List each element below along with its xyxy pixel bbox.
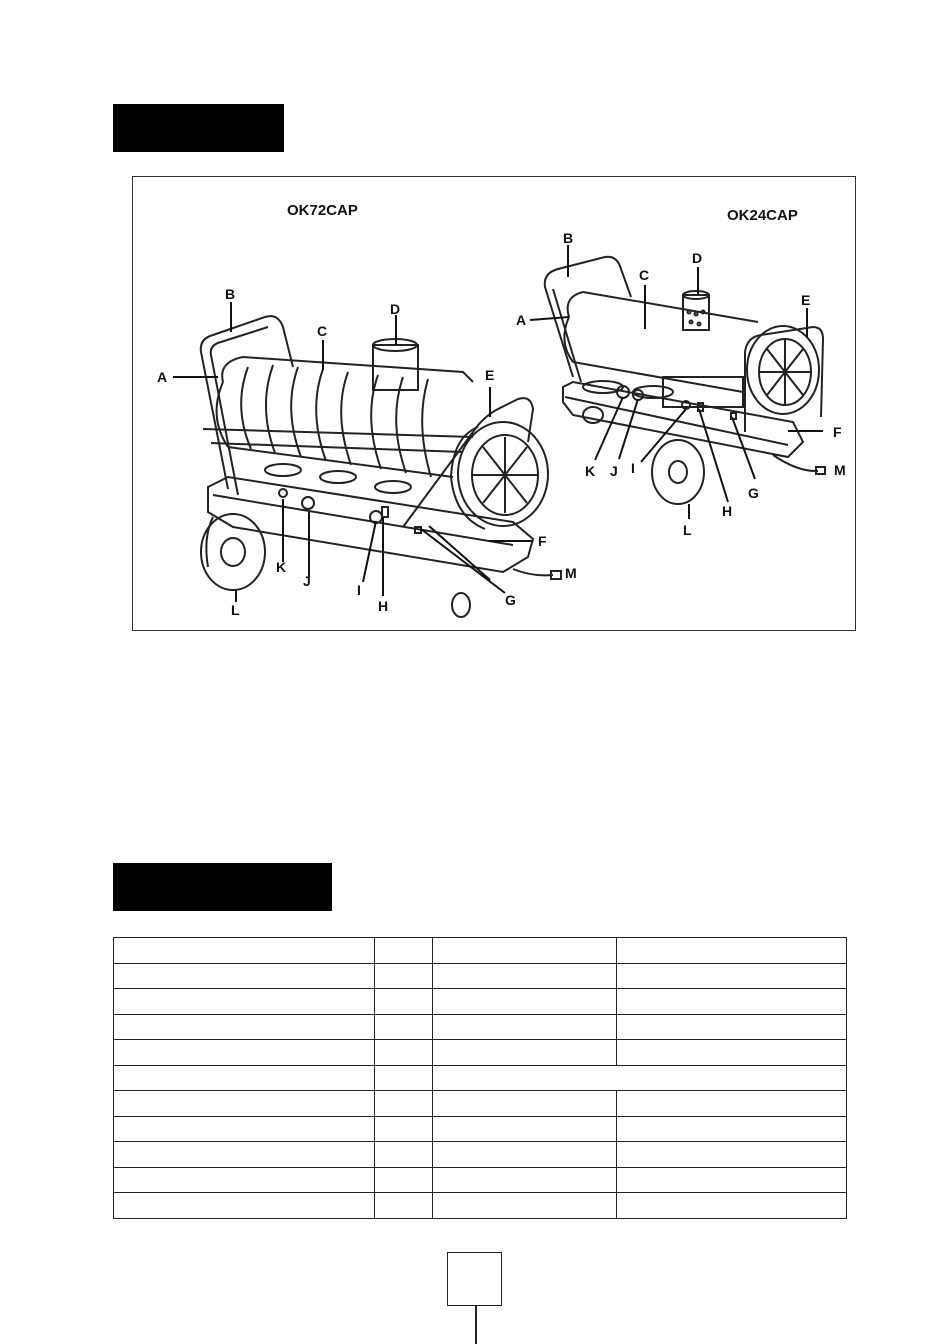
table-cell: [433, 1091, 617, 1117]
table-cell: [375, 1193, 433, 1219]
model-label-left: OK72CAP: [287, 202, 358, 219]
table-cell: [114, 989, 375, 1015]
table-cell: [114, 1142, 375, 1168]
callout-left-b: B: [225, 286, 236, 302]
table-row: [114, 1142, 847, 1168]
callout-right-m: M: [834, 462, 846, 478]
table-row: [114, 1167, 847, 1193]
callout-left-a: A: [157, 369, 168, 385]
table-cell: [114, 1091, 375, 1117]
callout-left-c: C: [317, 323, 328, 339]
table-cell-merged: [433, 1065, 847, 1091]
table-cell: [375, 989, 433, 1015]
callout-right-f: F: [833, 424, 842, 440]
table-row: [114, 989, 847, 1015]
table-cell: [617, 963, 847, 989]
heater-illustration: [133, 177, 857, 632]
table-cell: [114, 1065, 375, 1091]
table-cell: [114, 1014, 375, 1040]
table-cell: [375, 1014, 433, 1040]
table-cell: [617, 1193, 847, 1219]
model-label-right: OK24CAP: [727, 207, 798, 224]
table-row: [114, 1014, 847, 1040]
left-heater-drawing: [201, 316, 561, 617]
callout-left-d: D: [390, 301, 401, 317]
callout-left-l: L: [231, 602, 240, 618]
callout-right-a: A: [516, 312, 527, 328]
table-row: [114, 1091, 847, 1117]
table-cell: [433, 1167, 617, 1193]
table-cell: [617, 938, 847, 964]
heater-diagram-figure: [132, 176, 856, 631]
table-cell: [617, 1116, 847, 1142]
page-number-box: [447, 1252, 502, 1306]
table-cell: [433, 1014, 617, 1040]
table-cell: [375, 1167, 433, 1193]
table-cell: [375, 1091, 433, 1117]
table-cell: [617, 1040, 847, 1066]
table-cell: [433, 1142, 617, 1168]
callout-left-m: M: [565, 565, 577, 581]
callout-left-j: J: [303, 573, 311, 589]
callout-left-g: G: [505, 592, 516, 608]
table-cell: [375, 1040, 433, 1066]
table-cell: [114, 1116, 375, 1142]
callout-right-i: I: [631, 460, 635, 476]
table-cell: [433, 1040, 617, 1066]
table-cell: [617, 989, 847, 1015]
table-cell: [617, 1167, 847, 1193]
table-cell: [433, 989, 617, 1015]
table-cell: [114, 1193, 375, 1219]
table-cell: [114, 1167, 375, 1193]
section-header-bar-1: [113, 104, 284, 152]
table-row: [114, 963, 847, 989]
table-cell: [114, 938, 375, 964]
table-cell: [114, 1040, 375, 1066]
callout-right-j: J: [610, 463, 618, 479]
callout-right-e: E: [801, 292, 811, 308]
table-cell: [433, 938, 617, 964]
table-cell: [617, 1091, 847, 1117]
callout-right-l: L: [683, 522, 692, 538]
callout-right-g: G: [748, 485, 759, 501]
callout-left-k: K: [276, 559, 287, 575]
table-row: [114, 1193, 847, 1219]
table-cell: [375, 1142, 433, 1168]
table-cell: [375, 938, 433, 964]
callout-left-e: E: [485, 367, 495, 383]
callout-right-b: B: [563, 230, 574, 246]
specification-table: [113, 937, 847, 1219]
table-cell: [375, 963, 433, 989]
page-number-rule: [475, 1306, 477, 1344]
table-row: [114, 938, 847, 964]
table-cell: [433, 1193, 617, 1219]
callout-right-h: H: [722, 503, 733, 519]
table-cell: [617, 1142, 847, 1168]
table-cell: [375, 1116, 433, 1142]
table-row: [114, 1116, 847, 1142]
table-row: [114, 1065, 847, 1091]
callout-left-f: F: [538, 533, 547, 549]
table-cell: [617, 1014, 847, 1040]
callout-right-d: D: [692, 250, 703, 266]
table-row: [114, 1040, 847, 1066]
callout-right-k: K: [585, 463, 596, 479]
callout-left-h: H: [378, 598, 389, 614]
table-cell: [375, 1065, 433, 1091]
table-cell: [433, 963, 617, 989]
table-cell: [114, 963, 375, 989]
table-cell: [433, 1116, 617, 1142]
callout-left-i: I: [357, 582, 361, 598]
section-header-bar-2: [113, 863, 332, 911]
callout-right-c: C: [639, 267, 650, 283]
